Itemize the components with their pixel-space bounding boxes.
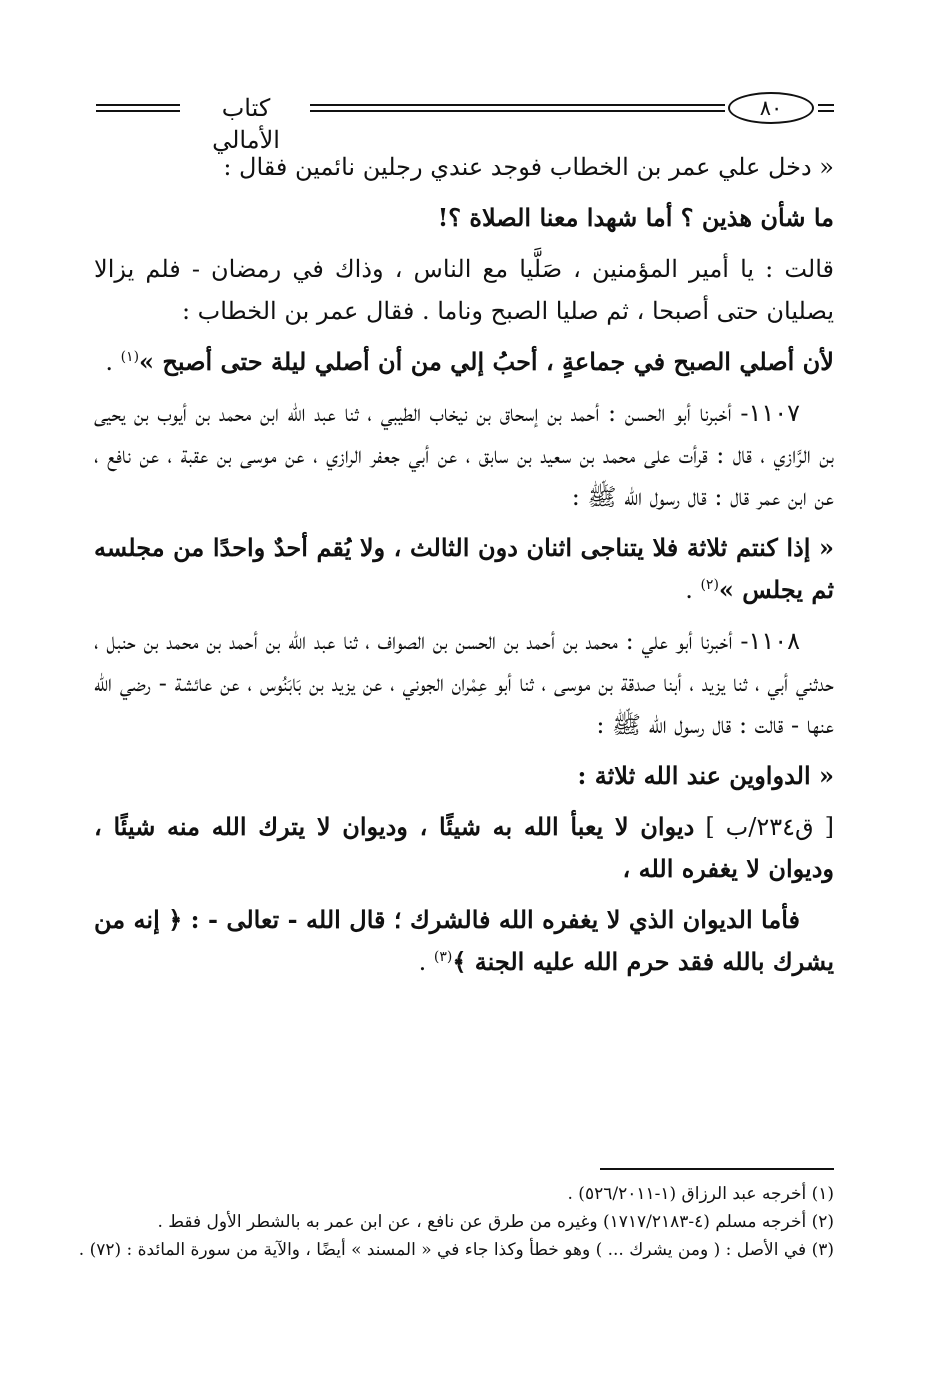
paragraph: قالت : يا أمير المؤمنين ، صَلَّيا مع الناس ، وذاك في رمضان - فلم يزالا يصليان حتى أصبحا ، ثم صليا الصبح وناما . فقال عمر بن الخطاب : (94, 255, 834, 325)
header-rule (818, 104, 834, 113)
quote-text: لأن أصلي الصبح في جماعةٍ ، أحبُ إلي من أن أصلي ليلة حتى أصبح » (139, 347, 834, 376)
quote-paragraph (94, 341, 834, 383)
quote-paragraph (94, 899, 834, 983)
footnote-ref: (٢) (700, 577, 719, 593)
header-rule (310, 104, 725, 113)
footnote: (٣) في الأصل : ( ومن يشرك ... ) وهو خطأ وكذا جاء في « المسند » أيضًا ، والآية من سورة المائدة : (٧٢) . (78, 1240, 834, 1260)
footnote: (١) أخرجه عبد الرزاق (١-٥٢٦/٢٠١١) . (567, 1184, 834, 1204)
quote-text: « إذا كنتم ثلاثة فلا يتناجى اثنان دون الثالث ، ولا يُقم أحدٌ واحدًا من مجلسه ثم يجلس » (94, 533, 834, 604)
punctuation: . (418, 948, 434, 976)
page-header (96, 92, 834, 154)
quote-paragraph (94, 806, 834, 890)
footnote-separator (600, 1168, 834, 1170)
page-number: ٨٠ (728, 92, 814, 124)
footnotes (78, 1180, 834, 1264)
quote-paragraph: ما شأن هذين ؟ أما شهدا معنا الصلاة ؟! (437, 203, 834, 232)
quote-paragraph (94, 527, 834, 611)
footnote-ref: (١) (120, 349, 140, 365)
punctuation: . (685, 576, 701, 604)
quote-paragraph: « الدواوين عند الله ثلاثة : (577, 761, 834, 790)
header-rule (96, 104, 180, 113)
manuscript-ref: [ ق٢٣٤/ب ] (694, 813, 834, 841)
paragraph: « دخل علي عمر بن الخطاب فوجد عندي رجلين نائمين فقال : (223, 153, 834, 181)
footnote-ref: (٣) (433, 949, 453, 965)
punctuation: . (105, 348, 121, 376)
footnote: (٢) أخرجه مسلم (٤-١٧١٧/٢١٨٣) وغيره من طرق عن نافع ، عن ابن عمر به بالشطر الأول فقط . (157, 1212, 834, 1232)
running-title: كتاب الأمالي (212, 94, 280, 154)
quote-text: فأما الديوان الذي لا يغفره الله فالشرك ؛ قال الله - تعالى - : ﴿ إنه من يشرك بالله فقد حرم الله عليه الجنة ﴾ (94, 905, 834, 976)
main-text (94, 146, 834, 992)
hadith-chain: ١١٠٧- أخبرنا أبو الحسن : أحمد بن إسحاق بن نيخاب الطيبي ، ثنا عبد الله ابن محمد بن أيوب بن يحيى بن الرَّازي ، قال : قرأت على محمد بن سعيد بن سابق ، عن أبي جعفر الرازي ، عن موسى بن عقبة ، عن نافع ، عن ابن عمر قال : قال رسول الله ﷺ : (94, 399, 834, 511)
hadith-chain: ١١٠٨- أخبرنا أبو علي : محمد بن أحمد بن الحسن بن الصواف ، ثنا عبد الله بن أحمد بن محمد بن حنبل ، حدثني أبي ، ثنا يزيد ، أبنا صدقة بن موسى ، ثنا أبو عِمْران الجوني ، عن يزيد بن بَابَنُوس ، عن عائشة - رضي الله عنها - قالت : قال رسول الله ﷺ : (94, 627, 834, 739)
quote-text: ديوان لا يعبأ الله به شيئًا ، وديوان لا يترك الله منه شيئًا ، وديوان لا يغفره الله ، (94, 812, 834, 883)
